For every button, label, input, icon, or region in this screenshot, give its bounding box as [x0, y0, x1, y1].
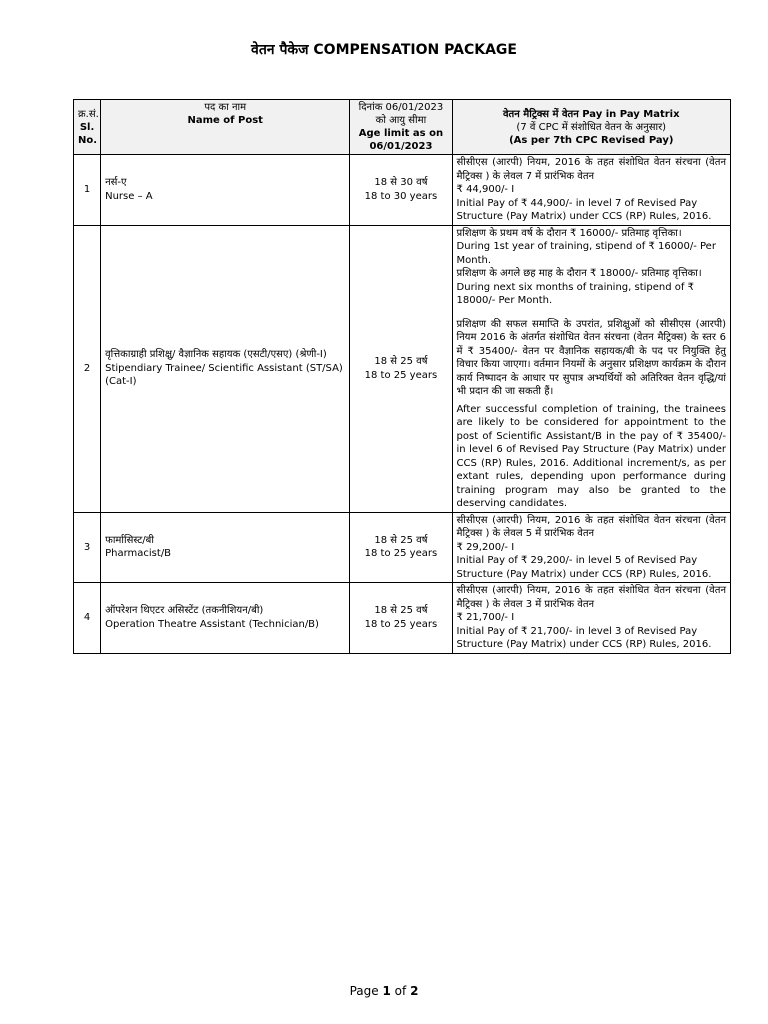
header-age-en: Age limit as on 06/01/2023 — [358, 128, 444, 152]
header-post — [101, 100, 350, 155]
page-word: Page — [349, 984, 379, 998]
pay-amount: ₹ 29,200/- I — [456, 541, 515, 553]
pay-text-hi: प्रशिक्षण की सफल समाप्ति के उपरांत, प्रशिक्षुओं को सीसीएस (आरपी) नियम 2016 के अंतर्गत संशोधित वेतन संरचना (वेतन मैट्रिक्स) के स्तर 6 में ₹ 35400/- वेतन पर वैज्ञानिक सहायक/बी के पद पर नियुक्ति हेतु विचार किया जाएगा। वर्तमान नियमों के अनुसार प्रशिक्षण कार्यक्रम के दौरान कार्य निष्पादन के आधार पर सुपात्र अभ्यर्थियों को अतिरिक्त वेतन वृद्धि/यां भी प्रदान की जा सकती हैं। — [456, 318, 726, 397]
pay-text-hi: सीसीएस (आरपी) नियम, 2016 के तहत संशोधित वेतन संरचना (वेतन मैट्रिक्स ) के लेवल 7 में प्रारंभिक वेतन — [456, 157, 726, 182]
row-sl: 1 — [74, 155, 101, 226]
age-limit-en: 18 to 30 years — [364, 190, 438, 202]
pay-text-en: During 1st year of training, stipend of ₹ 16000/- Per Month. — [456, 241, 716, 266]
row-age — [350, 155, 452, 226]
age-limit-hi: 18 से 25 वर्ष — [374, 534, 428, 546]
page-title: वेतन पैकेज COMPENSATION PACKAGE — [251, 42, 517, 58]
post-name-hi: फार्मासिस्ट/बी — [105, 534, 154, 546]
post-name-hi: वृत्तिकाग्राही प्रशिक्षु/ वैज्ञानिक सहायक (एसटी/एसए) (श्रेणी-I) — [105, 349, 327, 361]
header-sl-en: Sl. — [79, 121, 95, 133]
post-name-en: Pharmacist/B — [105, 548, 172, 560]
row-post — [101, 512, 350, 583]
pay-text-hi: प्रशिक्षण के अगले छह माह के दौरान ₹ 18000/- प्रतिमाह वृत्तिका। — [456, 268, 702, 279]
pay-text-en: Initial Pay of ₹ 21,700/- in level 3 of Revised Pay Structure (Pay Matrix) under CCS (RP) Rules, 2016. — [456, 625, 712, 650]
compensation-table — [73, 99, 731, 654]
page-total: 2 — [410, 984, 419, 998]
table-row — [74, 583, 731, 654]
page-footer — [0, 984, 768, 998]
row-age — [350, 583, 452, 654]
row-sl: 2 — [74, 225, 101, 512]
row-sl: 4 — [74, 583, 101, 654]
paragraph-gap — [457, 308, 726, 318]
header-sl-hi: क्र.सं. — [78, 108, 99, 120]
header-pay-hi2: (7 वें CPC में संशोधित वेतन के अनुसार) — [516, 121, 667, 133]
age-limit-en: 18 to 25 years — [364, 618, 438, 630]
pay-text-en: Initial Pay of ₹ 29,200/- in level 5 of Revised Pay Structure (Pay Matrix) under CCS (RP) Rules, 2016. — [456, 555, 712, 580]
header-sl — [74, 100, 101, 155]
header-post-hi: पद का नाम — [204, 102, 247, 113]
age-limit-en: 18 to 25 years — [364, 369, 438, 381]
post-name-en: Stipendiary Trainee/ Scientific Assistant (ST/SA) (Cat-I) — [105, 362, 343, 388]
header-pay-en2: (As per 7th CPC Revised Pay) — [509, 134, 674, 146]
header-sl-en2: No. — [78, 134, 98, 146]
header-age-hi: दिनांक 06/01/2023 को आयु सीमा — [358, 102, 444, 126]
header-pay — [452, 100, 730, 155]
header-post-en: Name of Post — [187, 115, 263, 126]
of-word: of — [394, 984, 407, 998]
row-sl: 3 — [74, 512, 101, 583]
row-age — [350, 225, 452, 512]
table-row — [74, 225, 731, 512]
table-row — [74, 512, 731, 583]
pay-text-hi: सीसीएस (आरपी) नियम, 2016 के तहत संशोधित वेतन संरचना (वेतन मैट्रिक्स ) के लेवल 5 में प्रारंभिक वेतन — [456, 514, 726, 539]
page-current: 1 — [382, 984, 391, 998]
pay-amount: ₹ 21,700/- I — [456, 612, 515, 623]
header-age — [350, 100, 452, 155]
row-post — [101, 155, 350, 226]
post-name-hi: ऑपरेशन थिएटर असिस्टेंट (तकनीशियन/बी) — [105, 605, 264, 617]
row-pay — [452, 155, 730, 226]
row-pay — [452, 583, 730, 654]
row-age — [350, 512, 452, 583]
row-post — [101, 583, 350, 654]
post-name-hi: नर्स-ए — [105, 177, 127, 189]
age-limit-en: 18 to 25 years — [364, 548, 438, 560]
post-name-en: Operation Theatre Assistant (Technician/B) — [105, 618, 319, 630]
pay-text-en: After successful completion of training, the trainees are likely to be considered for appointment to the post of Scientific Assistant/B in the pay of ₹ 35400/- in level 6 of Revised Pay Structure (Pay Matrix) under CCS (RP) Rules, 2016. Additional increment/s, as per extant rules, depending upon performance during training program may also be granted to the deserving candidates. — [456, 403, 726, 509]
header-pay-hi-en: वेतन मैट्रिक्स में वेतन Pay in Pay Matrix — [502, 108, 680, 120]
age-limit-hi: 18 से 25 वर्ष — [374, 605, 428, 617]
row-pay — [452, 225, 730, 512]
pay-text-hi: प्रशिक्षण के प्रथम वर्ष के दौरान ₹ 16000/- प्रतिमाह वृत्तिका। — [456, 227, 682, 239]
table-row — [74, 155, 731, 226]
pay-text-hi: सीसीएस (आरपी) नियम, 2016 के तहत संशोधित वेतन संरचना (वेतन मैट्रिक्स ) के लेवल 3 में प्रारंभिक वेतन — [456, 585, 726, 610]
table-header-row — [74, 100, 731, 155]
post-name-en: Nurse – A — [105, 190, 153, 202]
row-post — [101, 225, 350, 512]
pay-amount: ₹ 44,900/- I — [456, 184, 515, 195]
row-pay — [452, 512, 730, 583]
pay-text-en: Initial Pay of ₹ 44,900/- in level 7 of Revised Pay Structure (Pay Matrix) under CCS (RP) Rules, 2016. — [456, 197, 712, 222]
age-limit-hi: 18 से 25 वर्ष — [374, 356, 428, 367]
age-limit-hi: 18 से 30 वर्ष — [374, 177, 428, 189]
pay-text-en: During next six months of training, stipend of ₹ 18000/- Per Month. — [456, 281, 694, 306]
